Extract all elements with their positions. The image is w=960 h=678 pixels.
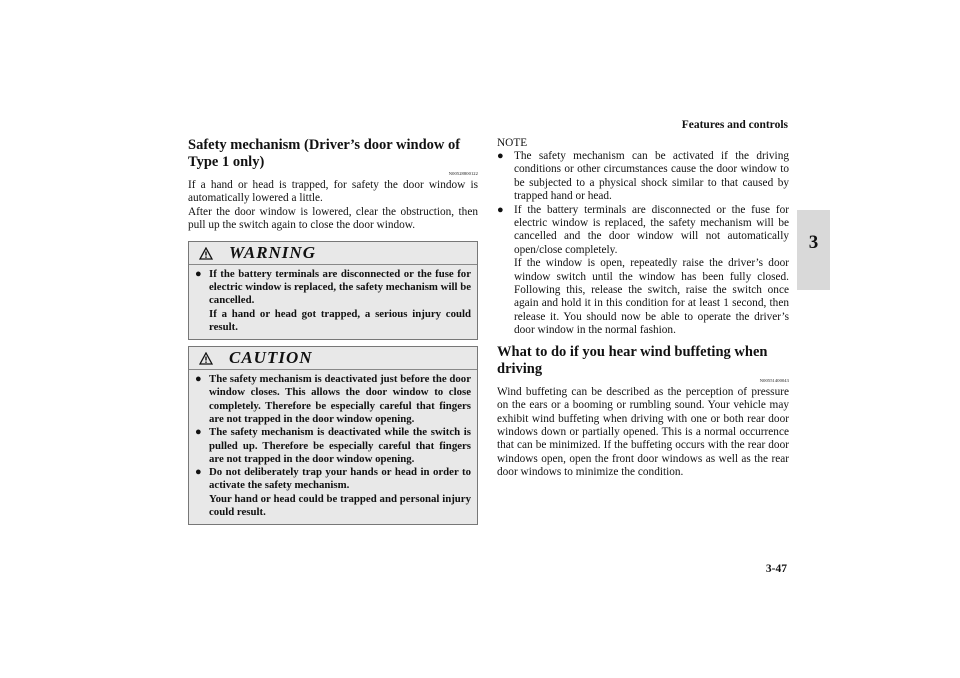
note-text: If the window is open, repeatedly raise the driver’s door window switch until the window has been fully closed. Following this, release the switch, raise the switch once again and hold it in this condition for at least 1 second, then release it. You should now be able to operate the driver’s door window in the normal fashion.	[514, 257, 789, 337]
paragraph: After the door window is lowered, clear the obstruction, then pull up the switch again to close the door window.	[188, 205, 478, 232]
page-number: 3-47	[765, 563, 787, 575]
warning-triangle-icon	[199, 247, 213, 260]
reference-code: N00551400043	[759, 377, 789, 383]
caution-text: The safety mechanism is deactivated just before the door window closes. This allows the door window to close completely. Therefore be especially careful that fingers are not trapped in the door window opening.	[209, 373, 471, 425]
note-item	[497, 204, 789, 338]
caution-box	[188, 346, 478, 525]
bullet-icon: ●	[195, 466, 202, 479]
warning-title: WARNING	[229, 242, 316, 262]
warning-item	[195, 268, 471, 334]
bullet-icon: ●	[195, 373, 202, 386]
section-heading: What to do if you hear wind buffeting when driving	[497, 343, 768, 377]
warning-text: If the battery terminals are disconnected or the fuse for electric window is replaced, the safety mechanism will be cancelled.	[209, 267, 471, 307]
chapter-number: 3	[808, 232, 819, 253]
caution-title: CAUTION	[229, 348, 313, 368]
caution-text: Your hand or head could be trapped and personal injury could result.	[209, 492, 471, 519]
note-text: The safety mechanism can be activated if the driving conditions or other circumstances cause the door window to be subjected to a physical shock similar to that caused by trapped hand or head.	[514, 150, 789, 203]
left-column	[188, 137, 478, 525]
bullet-icon: ●	[497, 203, 504, 216]
section-heading: Safety mechanism (Driver’s door window of Type 1 only)	[188, 137, 461, 170]
warning-box	[188, 241, 478, 340]
warning-triangle-icon	[199, 352, 213, 365]
note-text: If the battery terminals are disconnected or the fuse for electric window is replaced, the safety mechanism will be cancelled and the door window will not automatically open/close completely.	[514, 203, 789, 256]
bullet-icon: ●	[195, 426, 202, 439]
caution-text: The safety mechanism is deactivated while the switch is pulled up. Therefore be especially careful that fingers are not trapped in the door window opening.	[209, 426, 471, 465]
warning-header	[189, 242, 477, 265]
section-header: Features and controls	[681, 119, 788, 131]
paragraph: If a hand or head is trapped, for safety the door window is automatically lowered a little.	[188, 179, 478, 205]
right-column	[497, 137, 789, 480]
note-item	[497, 150, 789, 204]
note-title: NOTE	[497, 137, 528, 149]
paragraph: Wind buffeting can be described as the perception of pressure on the ears or a booming or rumbling sound. Your vehicle may exhibit wind buffeting when driving with one or both rear door windows down or partially opened. This is a normal occurrence that can be minimized. If the buffeting occurs with the rear door windows open, open the front door windows as well as the rear door windows to minimize the condition.	[497, 385, 789, 479]
caution-header	[189, 347, 477, 370]
bullet-icon: ●	[497, 150, 504, 162]
reference-code: N00528800122	[448, 171, 478, 176]
caution-item	[195, 466, 471, 519]
bullet-icon: ●	[195, 267, 202, 280]
caution-item	[195, 373, 471, 426]
caution-item	[195, 426, 471, 466]
warning-text: If a hand or head got trapped, a serious injury could result.	[209, 307, 471, 333]
caution-text: Do not deliberately trap your hands or head in order to activate the safety mechanism.	[209, 466, 471, 492]
